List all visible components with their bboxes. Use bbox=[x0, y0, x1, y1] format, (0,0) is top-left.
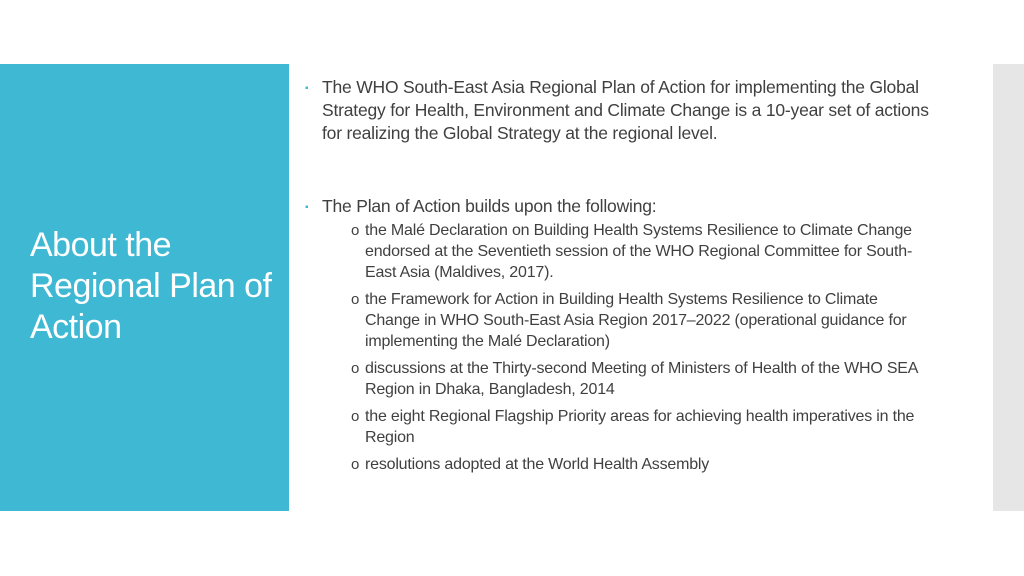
sub-list-item bbox=[351, 358, 933, 400]
square-bullet-icon: ▪ bbox=[305, 83, 309, 94]
sub-list-item bbox=[351, 220, 933, 283]
sub-item-text: discussions at the Thirty-second Meeting of Ministers of Health of the WHO SEA Region in Dhaka, Bangladesh, 2014 bbox=[365, 360, 918, 398]
circle-bullet-icon: o bbox=[351, 456, 360, 473]
slide-title: About the Regional Plan of Action bbox=[30, 226, 272, 346]
sub-list-item bbox=[351, 406, 933, 448]
circle-bullet-icon: o bbox=[351, 291, 360, 308]
content-area bbox=[303, 76, 933, 481]
sub-list-item bbox=[351, 289, 933, 352]
right-decorative-strip bbox=[993, 64, 1024, 511]
square-bullet-icon: ▪ bbox=[305, 202, 309, 213]
bullet-item bbox=[303, 76, 933, 145]
sub-list-item bbox=[351, 454, 933, 475]
bullet-item bbox=[303, 195, 933, 475]
circle-bullet-icon: o bbox=[351, 222, 360, 239]
bullet-text: The WHO South-East Asia Regional Plan of Action for implementing the Global Strategy for Health, Environment and Climate Change is a 10-year set of actions for realizing the Global Strategy at the regional level. bbox=[322, 77, 929, 143]
sub-item-text: resolutions adopted at the World Health Assembly bbox=[365, 456, 710, 473]
circle-bullet-icon: o bbox=[351, 360, 360, 377]
sub-list bbox=[322, 220, 933, 475]
sub-item-text: the Framework for Action in Building Health Systems Resilience to Climate Change in WHO South-East Asia Region 2017–2022 (operational guidance for implementing the Malé Declaration) bbox=[365, 291, 907, 350]
circle-bullet-icon: o bbox=[351, 408, 360, 425]
sub-item-text: the eight Regional Flagship Priority areas for achieving health imperatives in the Region bbox=[365, 408, 915, 446]
sub-item-text: the Malé Declaration on Building Health Systems Resilience to Climate Change endorsed at the Seventieth session of the WHO Regional Committee for South-East Asia (Maldives, 2017). bbox=[365, 222, 913, 281]
bullet-text: The Plan of Action builds upon the following: bbox=[322, 196, 657, 216]
